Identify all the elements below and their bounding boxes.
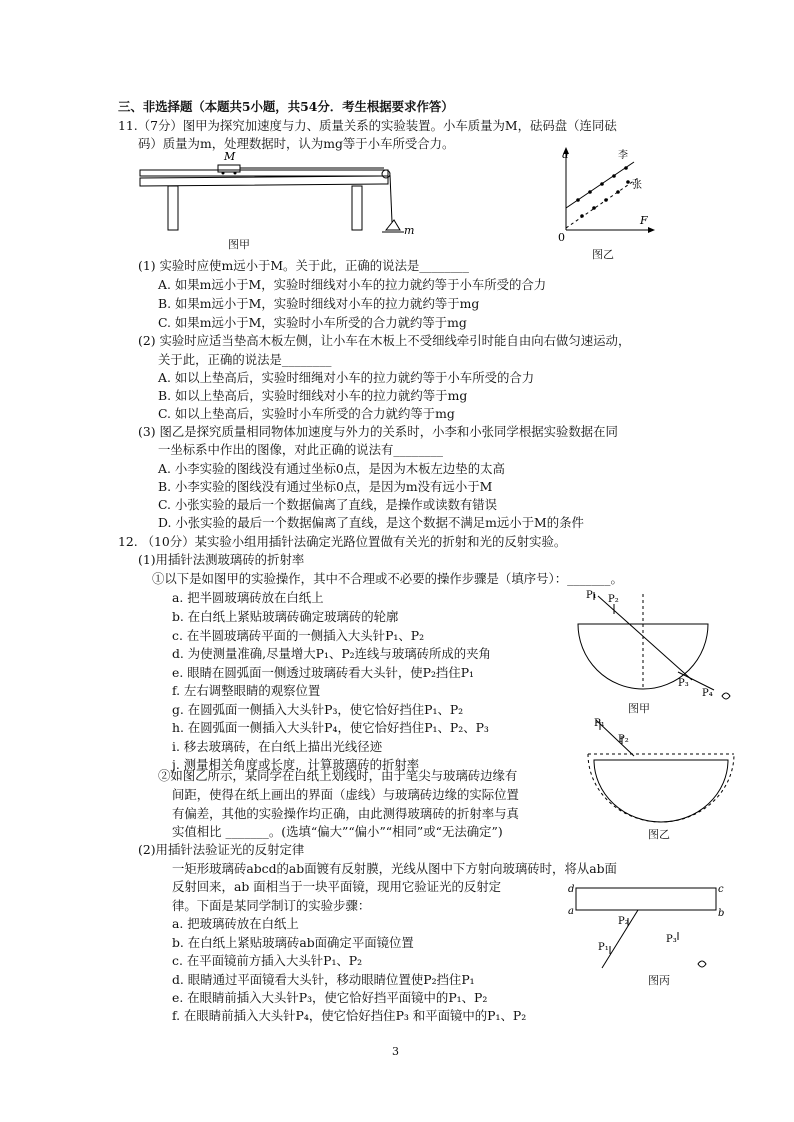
eye-icon: [722, 693, 730, 699]
bing-P1: P₁: [598, 942, 609, 953]
section-title: 三、非选择题（本题共5小题，共54分．考生根据要求作答）: [118, 99, 454, 114]
q12-figure-bing: [566, 878, 736, 978]
q12-step: h. 在圆弧面一侧插入大头针P₄，使它恰好挡住P₁、P₂、P₃: [172, 720, 489, 735]
q11-fig-jia-caption: 图甲: [228, 238, 250, 251]
q12-part2-line: 有偏差，其他的实验操作均正确，由此测得玻璃砖的折射率与真: [172, 806, 519, 821]
q12-step: g. 在圆弧面一侧插入大头针P₃，使它恰好挡住P₁、P₂: [172, 702, 464, 717]
q12-step: c. 在半圆玻璃砖平面的一侧插入大头针P₁、P₂: [172, 628, 425, 643]
q11-part1: (1) 实验时应使m远小于M。关于此，正确的说法是________: [138, 258, 469, 273]
q11-part3-option-a: A. 小李实验的图线没有通过坐标0点，是因为木板左边垫的太高: [158, 461, 505, 476]
q12-sub2-text: 一矩形玻璃砖abcd的ab面镀有反射膜，光线从图中下方射向玻璃砖时，将从ab面: [172, 861, 617, 876]
q12-sub1-title: (1)用插针法测玻璃砖的折射率: [138, 552, 305, 567]
axis-origin: 0: [558, 231, 565, 244]
q12-sub2-step: f. 在眼睛前插入大头针P₄，使它恰好挡住P₃ 和平面镜中的P₁、P₂: [172, 1008, 527, 1023]
q12-sub2-step: b. 在白纸上紧贴玻璃砖ab面确定平面镜位置: [172, 935, 414, 950]
q11-figure-jia: [138, 148, 428, 258]
q12-fig-bing-caption: 图丙: [648, 974, 670, 987]
q11-part3-option-c: C. 小张实验的最后一个数据偏离了直线，是操作或读数有错误: [158, 497, 498, 512]
q12-stem: 12. （10分）某实验小组用插针法确定光路位置做有关光的折射和光的反射实验。: [118, 534, 567, 549]
q12-sub2-step: d. 眼睛通过平面镜看大头针，移动眼睛位置使P₂挡住P₁: [172, 972, 475, 987]
jia-P3: P₃: [678, 678, 689, 689]
li-line: [566, 162, 634, 208]
q12-step: e. 眼睛在圆弧面一侧透过玻璃砖看大头针，使P₂挡住P₁: [172, 665, 475, 680]
q11-part3-line1: (3) 图乙是探究质量相同物体加速度与外力的关系时，小李和小张同学根据实验数据在同: [138, 424, 618, 439]
q11-part3-option-d: D. 小张实验的最后一个数据偏离了直线，是这个数据不满足m远小于M的条件: [158, 515, 584, 530]
q12-sub2-step: a. 把玻璃砖放在白纸上: [172, 916, 299, 931]
q12-figure-jia: [574, 588, 744, 706]
q12-sub2-title: (2)用插针法验证光的反射定律: [138, 842, 305, 857]
q11-part3-line2: 一坐标系中作出的图像，对此正确的说法有________: [158, 442, 443, 457]
q12-step: f. 左右调整眼睛的观察位置: [172, 683, 321, 698]
eye-icon: [698, 961, 706, 967]
q11-fig-yi-caption: 图乙: [592, 248, 614, 261]
q11-part3-option-b: B. 小李实验的图线没有通过坐标0点，是因为m没有远小于M: [158, 479, 493, 494]
label-li: 李: [618, 150, 628, 161]
q12-fig-yi-caption: 图乙: [648, 828, 670, 841]
label-M: M: [224, 150, 236, 163]
bing-P2: P₂: [618, 916, 629, 927]
yi-P1: P₁: [594, 718, 605, 729]
page-number: 3: [392, 1045, 399, 1058]
bing-b: b: [718, 908, 725, 919]
q12-sub2-step: c. 在平面镜前方插入大头针P₁、P₂: [172, 953, 363, 968]
q12-part2-line: ②如图乙所示，某同学在白纸上划线时，由于笔尖与玻璃砖边缘有: [158, 768, 518, 783]
q12-sub2-text: 律。下面是某同学制订的实验步骤：: [172, 898, 371, 913]
q11-part1-option-b: B. 如果m远小于M，实验时细线对小车的拉力就约等于mg: [158, 296, 480, 311]
q11-part1-option-c: C. 如果m远小于M，实验时小车所受的合力就约等于mg: [158, 315, 467, 330]
cart-shape: [218, 165, 240, 172]
q11-part2-option-b: B. 如以上垫高后，实验时细线对小车的拉力就约等于mg: [158, 388, 468, 403]
label-zhang: 张: [632, 180, 642, 191]
bing-P3: P₃: [666, 934, 677, 945]
bing-a: a: [568, 906, 574, 917]
q11-figure-yi: [552, 146, 662, 244]
axis-F: F: [640, 214, 648, 227]
q11-stem-line1: 11.（7分）图甲为探究加速度与力、质量关系的实验装置。小车质量为M，砝码盘（连同砝: [118, 118, 617, 133]
q11-part2-option-a: A. 如以上垫高后，实验时细绳对小车的拉力就约等于小车所受的合力: [158, 370, 535, 385]
q11-part1-option-a: A. 如果m远小于M，实验时细线对小车的拉力就约等于小车所受的合力: [158, 277, 547, 292]
q12-fig-jia-caption: 图甲: [628, 702, 650, 715]
q11-part2-option-c: C. 如以上垫高后，实验时小车所受的合力就约等于mg: [158, 406, 455, 421]
q12-sub2-text: 反射回来，ab 面相当于一块平面镜，现用它验证光的反射定: [172, 879, 502, 894]
q12-figure-yi: [586, 716, 736, 824]
q12-step: b. 在白纸上紧贴玻璃砖确定玻璃砖的轮廓: [172, 609, 399, 624]
q11-stem-line2: 码）质量为m，处理数据时，认为mg等于小车所受合力。: [138, 136, 455, 151]
q12-sub2-step: e. 在眼睛前插入大头针P₃，使它恰好挡平面镜中的P₁、P₂: [172, 990, 488, 1005]
label-m: m: [404, 224, 415, 237]
yi-P2: P₂: [618, 734, 629, 745]
jia-P2: P₂: [608, 594, 619, 605]
bing-d: d: [568, 884, 575, 895]
jia-P4: P₄: [702, 688, 713, 699]
q12-sub1-question: ①以下是如图甲的实验操作，其中不合理或不必要的操作步骤是（填序号）：_______。: [152, 571, 623, 586]
q11-part2-line1: (2) 实验时应适当垫高木板左侧，让小车在木板上不受细线牵引时能自由向右做匀速运动，: [138, 333, 631, 348]
axis-a: a: [562, 148, 569, 161]
bing-c: c: [718, 884, 724, 895]
q12-step: j. 测量相关角度或长度，计算玻璃砖的折射率: [172, 757, 420, 772]
jia-P1: P₁: [586, 590, 597, 601]
q12-part2-line: 间距，使得在纸上画出的界面（虚线）与玻璃砖边缘的实际位置: [172, 787, 519, 802]
q12-step: i. 移去玻璃砖，在白纸上描出光线径迹: [172, 739, 383, 754]
q12-part2-line: 实值相比 _______。(选填“偏大”“偏小”“相同”或“无法确定”): [172, 824, 503, 839]
q12-step: d. 为使测量准确,尽量增大P₁、P₂连线与玻璃砖所成的夹角: [172, 646, 491, 661]
q12-step: a. 把半圆玻璃砖放在白纸上: [172, 590, 324, 605]
q11-part2-line2: 关于此，正确的说法是________: [158, 352, 332, 367]
